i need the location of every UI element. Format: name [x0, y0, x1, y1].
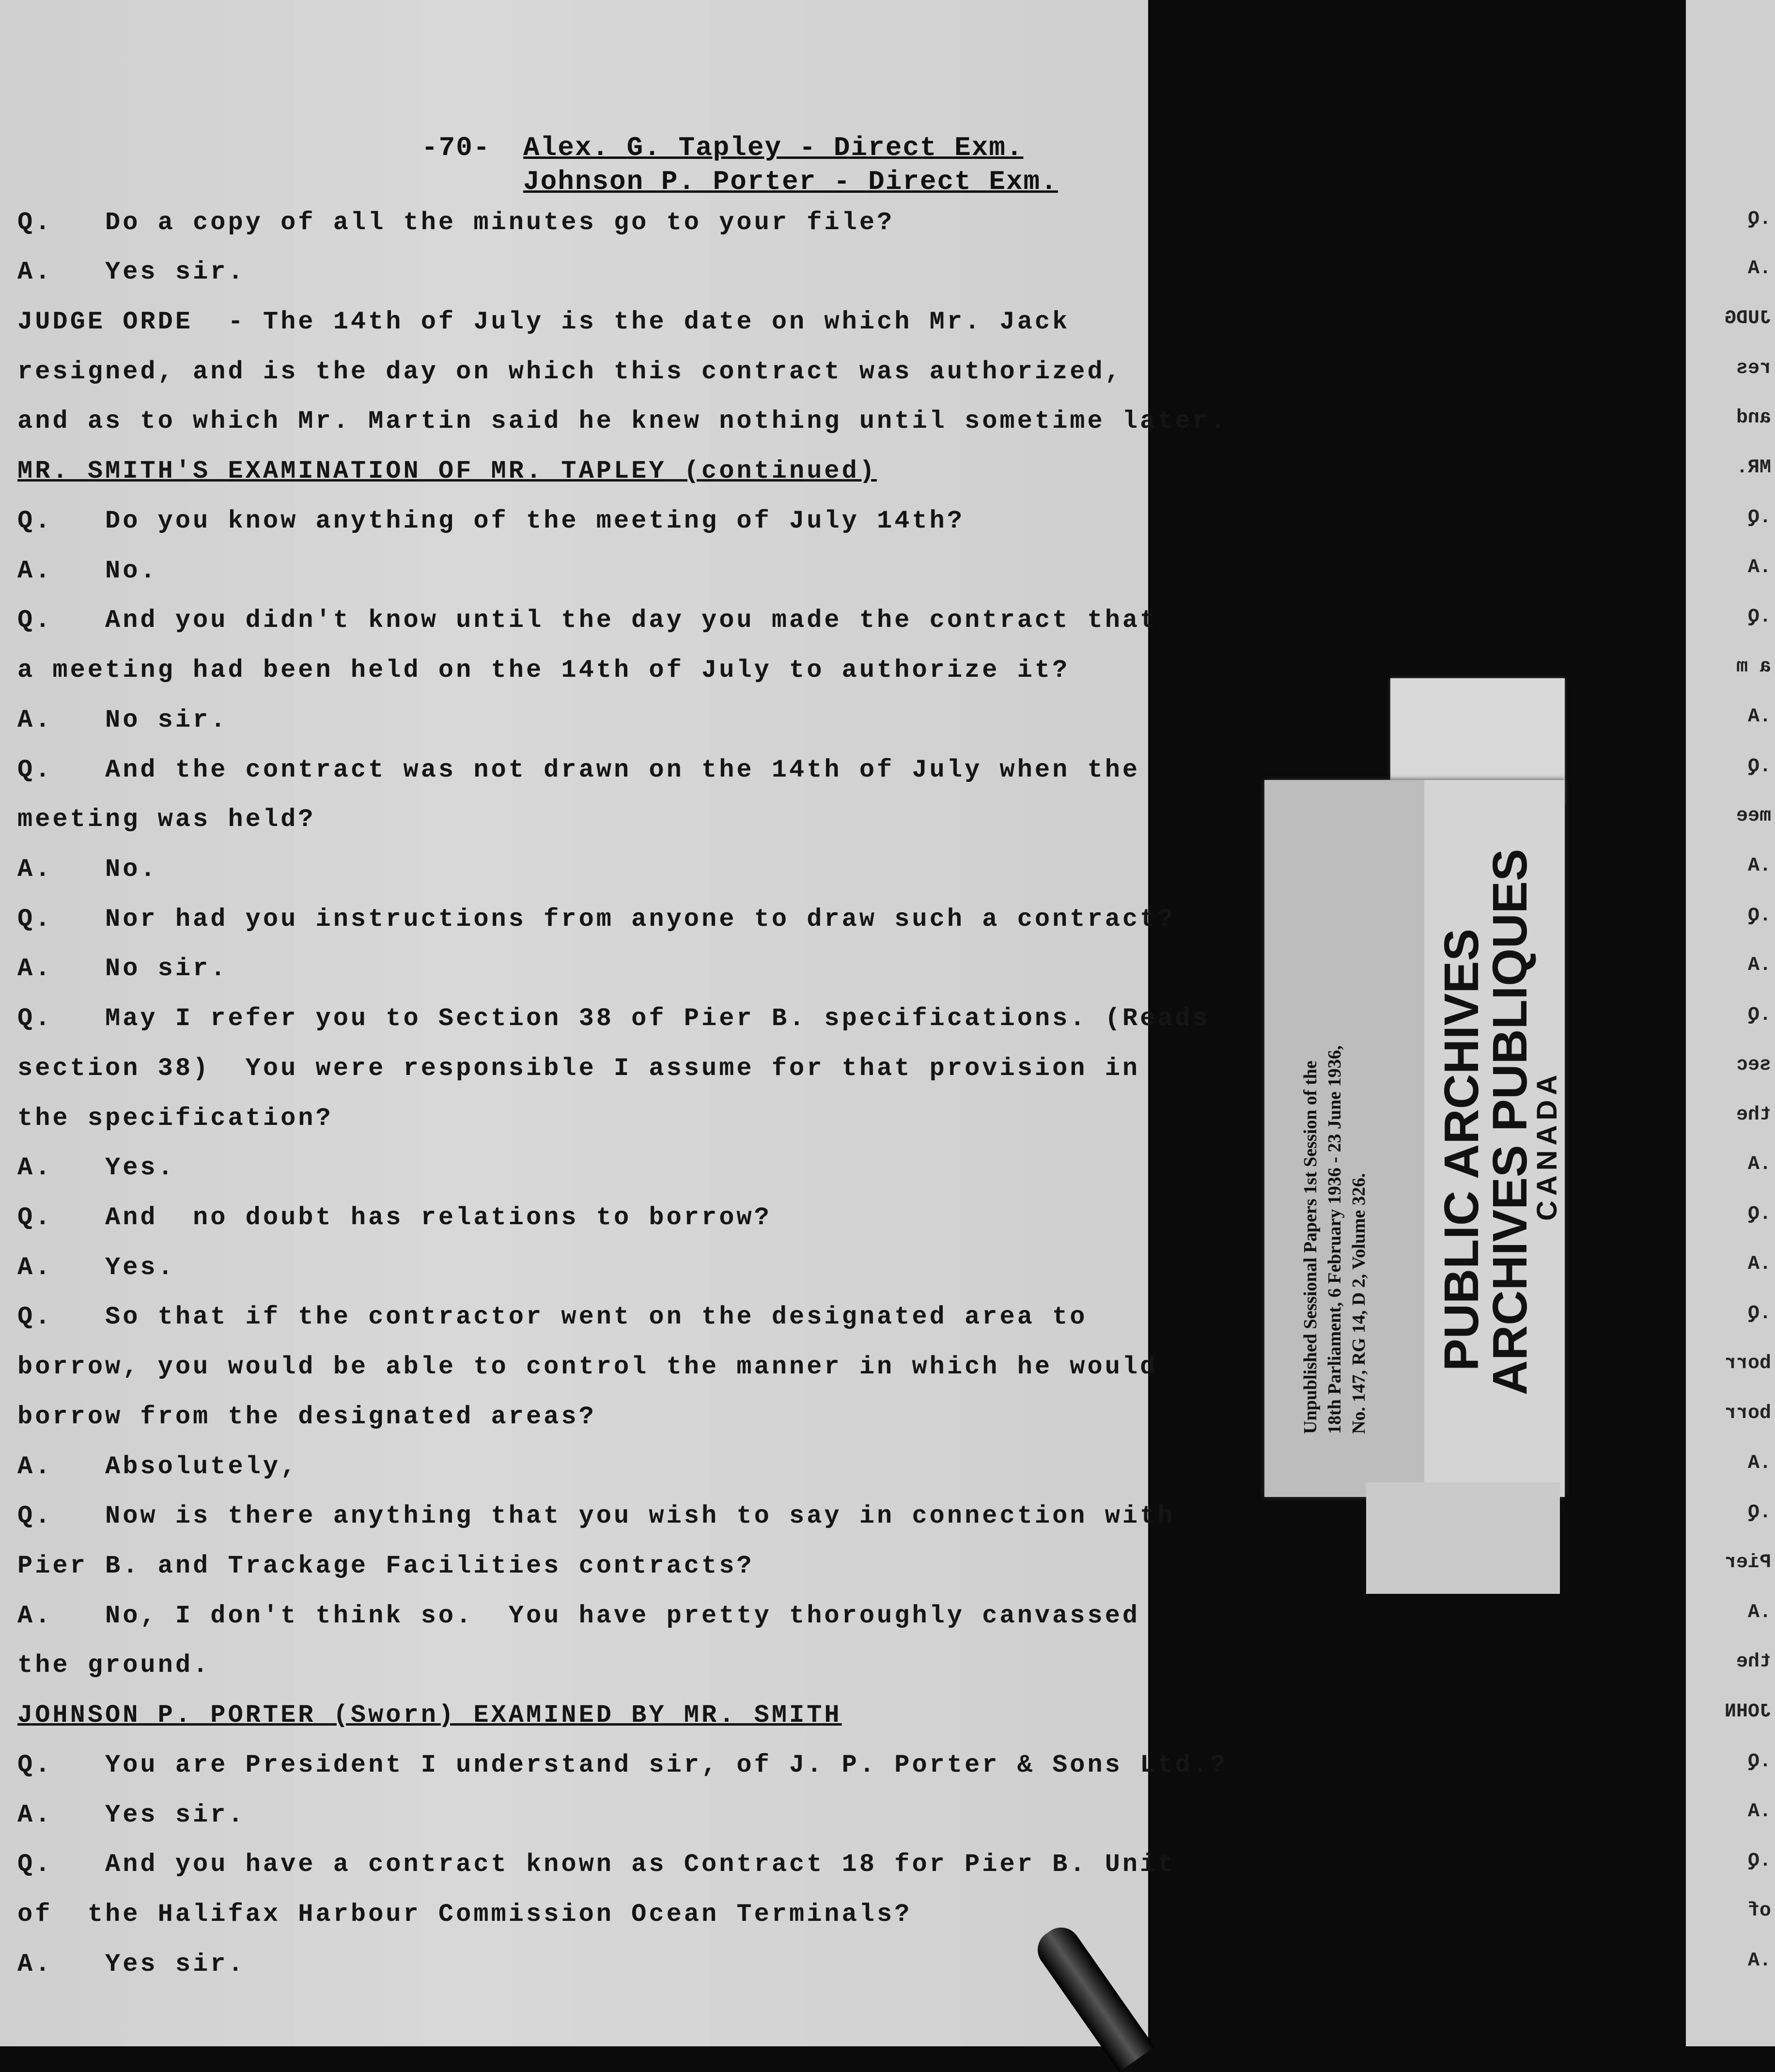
strip-fragment: .A: [1747, 1452, 1771, 1474]
strip-fragment: the: [1736, 1651, 1771, 1673]
text-line: section 38) You were responsible I assume for that provision in: [17, 1054, 1140, 1083]
text-line: Q. May I refer you to Section 38 of Pier B. specifications. (Reads: [17, 1004, 1210, 1033]
strip-fragment: JUDG: [1724, 308, 1771, 329]
strip-fragment: .A: [1747, 1253, 1771, 1275]
text-line: A. No sir.: [17, 954, 228, 983]
text-line: Q. Now is there anything that you wish to say in connection with: [17, 1502, 1175, 1530]
text-line: Q. Do a copy of all the minutes go to your file?: [17, 208, 895, 237]
archive-label-lower: [1366, 1482, 1560, 1594]
strip-fragment: and: [1736, 407, 1771, 429]
text-line: A. No, I don't think so. You have pretty thoroughly canvassed: [17, 1602, 1140, 1630]
text-line: Pier B. and Trackage Facilities contracts?: [17, 1552, 754, 1580]
archive-note-line: 18th Parliament, 6 February 1936 - 23 June 1936,: [1324, 1045, 1345, 1434]
text-line: the specification?: [17, 1104, 333, 1133]
text-line: meeting was held?: [17, 805, 316, 834]
strip-fragment: .Q: [1747, 507, 1771, 529]
archive-note-line: Unpublished Sessional Papers 1st Session of the: [1300, 1060, 1321, 1434]
strip-fragment: sec: [1736, 1054, 1771, 1076]
section-heading: JOHNSON P. PORTER (Sworn) EXAMINED BY MR. SMITH: [17, 1701, 842, 1729]
page-header: [421, 131, 1058, 199]
text-line: A. No.: [17, 557, 158, 585]
text-line: Q. And no doubt has relations to borrow?: [17, 1203, 772, 1232]
strip-fragment: JOHN: [1724, 1701, 1771, 1723]
strip-fragment: MR.: [1736, 457, 1771, 479]
strip-fragment: .A: [1747, 954, 1771, 976]
text-line: A. Yes sir.: [17, 1801, 246, 1829]
header-witness-1: Alex. G. Tapley - Direct Exm.: [523, 132, 1024, 163]
archive-title-english: PUBLIC ARCHIVES: [1434, 928, 1489, 1371]
section-heading: MR. SMITH'S EXAMINATION OF MR. TAPLEY (continued): [17, 457, 877, 485]
strip-fragment: .Q: [1747, 905, 1771, 927]
header-witness-2: Johnson P. Porter - Direct Exm.: [523, 166, 1058, 197]
text-line: A. Yes sir.: [17, 1950, 246, 1979]
text-line: JUDGE ORDE - The 14th of July is the date on which Mr. Jack: [17, 308, 1070, 336]
strip-fragment: .Q: [1747, 756, 1771, 778]
strip-fragment: .Q: [1747, 1850, 1771, 1872]
text-line: the ground.: [17, 1651, 211, 1680]
strip-fragment: mee: [1736, 805, 1771, 827]
text-line: resigned, and is the day on which this contract was authorized,: [17, 358, 1122, 386]
strip-fragment: borr: [1724, 1402, 1771, 1424]
text-line: of the Halifax Harbour Commission Ocean Terminals?: [17, 1900, 912, 1929]
strip-fragment: .A: [1747, 706, 1771, 728]
strip-fragment: .Q: [1747, 606, 1771, 628]
strip-fragment: Pier: [1724, 1552, 1771, 1573]
archive-note: [1298, 1045, 1371, 1434]
text-line: Q. Nor had you instructions from anyone to draw such a contract?: [17, 905, 1175, 934]
text-line: Q. You are President I understand sir, of J. P. Porter & Sons Ltd.?: [17, 1751, 1228, 1779]
text-line: Q. And the contract was not drawn on the 14th of July when the: [17, 756, 1140, 784]
text-line: Q. So that if the contractor went on the designated area to: [17, 1303, 1088, 1331]
strip-fragment: .A: [1747, 855, 1771, 877]
strip-fragment: .A: [1747, 1950, 1771, 1972]
text-line: A. Yes sir.: [17, 258, 246, 286]
strip-fragment: .Q: [1747, 1751, 1771, 1773]
text-line: A. No sir.: [17, 706, 228, 734]
strip-fragment: borr: [1724, 1353, 1771, 1374]
strip-fragment: res: [1736, 358, 1771, 379]
text-line: Q. And you didn't know until the day you made the contract that: [17, 606, 1158, 635]
strip-fragment: of: [1747, 1900, 1771, 1922]
text-line: borrow from the designated areas?: [17, 1402, 596, 1431]
strip-fragment: .A: [1747, 557, 1771, 578]
text-line: Q. Do you know anything of the meeting of July 14th?: [17, 507, 965, 535]
strip-fragment: .A: [1747, 1801, 1771, 1823]
text-line: and as to which Mr. Martin said he knew nothing until sometime later.: [17, 407, 1228, 436]
text-line: Q. And you have a contract known as Contract 18 for Pier B. Unit: [17, 1850, 1175, 1879]
strip-fragment: .A: [1747, 258, 1771, 280]
strip-fragment: the: [1736, 1104, 1771, 1126]
text-line: borrow, you would be able to control the manner in which he would: [17, 1353, 1158, 1381]
strip-fragment: a m: [1736, 656, 1771, 678]
adjacent-page-strip: [1686, 0, 1775, 2046]
text-line: A. No.: [17, 855, 158, 884]
strip-fragment: .A: [1747, 1602, 1771, 1623]
strip-fragment: .Q: [1747, 1004, 1771, 1026]
text-line: A. Yes.: [17, 1153, 175, 1182]
strip-fragment: .Q: [1747, 1203, 1771, 1225]
archive-note-line: No. 147, RG 14, D 2, Volume 326.: [1349, 1173, 1369, 1434]
page-number: -70-: [421, 132, 491, 163]
strip-fragment: .Q: [1747, 1303, 1771, 1324]
strip-fragment: .Q: [1747, 1502, 1771, 1524]
text-line: A. Yes.: [17, 1253, 175, 1282]
strip-fragment: .Q: [1747, 208, 1771, 230]
archive-country: CANADA: [1531, 1070, 1563, 1221]
strip-fragment: .A: [1747, 1153, 1771, 1175]
archive-title-french: ARCHIVES PUBLIQUES: [1483, 849, 1537, 1395]
text-line: A. Absolutely,: [17, 1452, 298, 1481]
text-line: a meeting had been held on the 14th of July to authorize it?: [17, 656, 1070, 685]
